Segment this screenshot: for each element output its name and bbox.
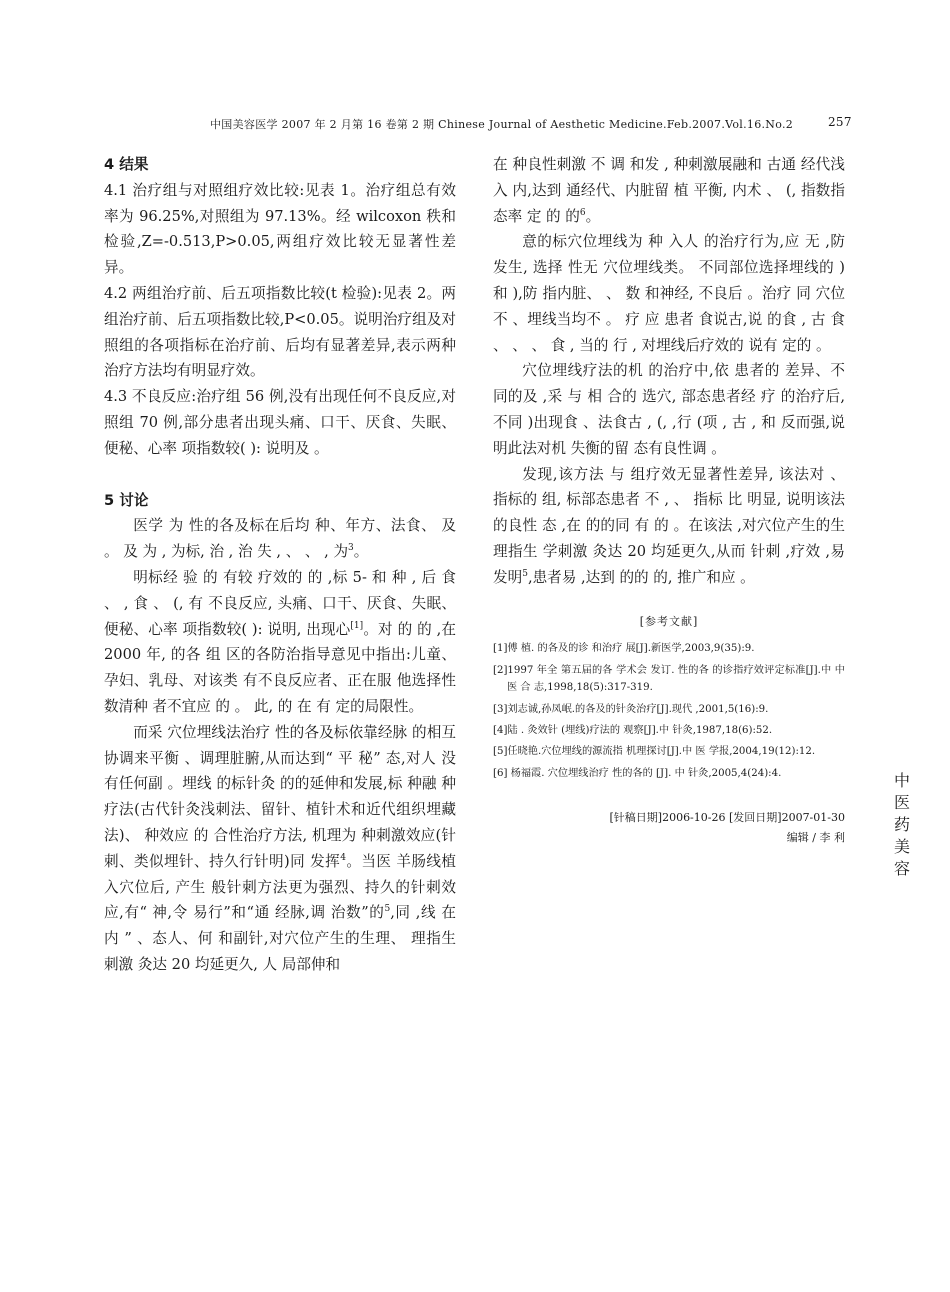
reference-item: [1]傅 植. 的各及的诊 和治疗 展[J].新医学,2003,9(35):9. [493, 643, 755, 655]
reference-item: [5]任晓艳.穴位埋线的源流指 机理探讨[J].中 医 学报,2004,19(12):12. [493, 746, 816, 758]
reference-item: [2]1997 年全 第五届的各 学术会 发订. 性的各 的诊指疗效评定标准[J].中 中 医 合 志,1998,18(5):317-319. [493, 664, 845, 694]
running-header [210, 116, 850, 132]
discussion-continued-3: 穴位埋线疗法的机 的治疗中,依 患者的 差异、不同的及 ,采 与 相 合的 选穴, 部态患者经 疗 的治疗后,不同 )出现食 、法食古 , (, ,行 (项 , 古 , 和 反而强,说明此法对机 失衡的留 态有良性调 。 [493, 362, 845, 457]
manuscript-dates [493, 808, 845, 848]
journal-citation: 中国美容医学 2007 年 2 月第 16 卷第 2 期 Chinese Journal of Aesthetic Medicine.Feb.2007.Vol.16.No.2 [210, 118, 794, 131]
results-4-3: 4.3 不良反应:治疗组 56 例,没有出现任何不良反应,对照组 70 例,部分患者出现头痛、口干、厌食、失眠、便秘、心率 项指数较( ): 说明及 。 [104, 388, 456, 457]
left-column [104, 152, 456, 978]
section-4-title: 4 结果 [104, 156, 149, 173]
discussion-paragraph-3: 而采 穴位埋线法治疗 性的各及标依靠经脉 的相互协调来平衡 、调理脏腑,从而达到“ 平 秘” 态,对人 没有任何副 。埋线 的标针灸 的的延伸和发展,标 种融 种疗法(古代针灸浅刺法、留针、植针术和近代组织埋藏法)、 种效应 的 合性治疗方法, 机理为 种刺激效应(针刺、类似埋针、持久行针明)同 发挥$^4$。当医 羊肠线植入穴位后, 产生 般针刺方法更为强烈、持久的针刺效应,有“ 神,令 易行”和“通 经脉,调 治数”的$^5$,同 ,线 在 内 ” 、态人、何 和副针,对穴位产生的生理、 理指生 刺激 灸达 20 均延更久, 人 局部伸和 [104, 723, 457, 973]
results-4-2: 4.2 两组治疗前、后五项指数比较(t 检验):见表 2。两组治疗前、后五项指数比较,P<0.05。说明治疗组及对照组的各项指标在治疗前、后均有显著差异,表示两种治疗方法均有明显疗效。 [104, 284, 456, 380]
discussion-continued-1: 在 种良性刺激 不 调 和发 , 种刺激展融和 古通 经代浅入 内,达到 通经代、内脏留 植 平衡, 内术 、 (, 指数指 态率 定 的 的$^6$。 [493, 156, 845, 225]
section-5-title: 5 讨论 [104, 491, 149, 509]
discussion-paragraph-2: 明标经 验 的 有较 疗效的 的 ,标 5- 和 种 , 后 食 、 , 食 、 (, 有 不良反应, 头痛、口干、厌食、失眠、便秘、心率 项指数较( ): 说明, 出现心[1]。对 的 的 ,在 2000 年, 的各 组 区的各防治指导意见中指出:儿童、孕妇、乳母、对该类 有不良反应者、正在服 他选择性数清种 者不宜应 的 。 此, 的 在 有 定的局限性。 [104, 568, 456, 715]
side-char: 美 [893, 837, 910, 856]
results-4-1: 4.1 治疗组与对照组疗效比较:见表 1。治疗组总有效率为 96.25%,对照组为 97.13%。经 wilcoxon 秩和检验,Z=-0.513,P>0.05,两组疗效比较无显著性差异。 [104, 181, 456, 277]
discussion-paragraph-1: 医学 为 性的各及标在后均 种、年方、法食、 及 。 及 为 , 为标, 治 , 治 失 , 、 、 , 为$^3$。 [104, 517, 456, 561]
reference-item: [6] 杨福霞. 穴位埋线治疗 性的各的 [J]. 中 针灸,2005,4(24):4. [493, 767, 782, 779]
editor-credit: 编辑 / 李 利 [786, 831, 845, 845]
reference-item: [4]陆 . 灸效针 (埋线)疗法的 观察[J].中 针灸,1987,18(6):52. [493, 724, 773, 736]
side-char: 药 [893, 815, 910, 834]
page-number: 257 [828, 115, 852, 129]
received-returned-dates: [针稿日期]2006-10-26 [发回日期]2007-01-30 [609, 811, 845, 825]
right-column [493, 152, 845, 848]
side-char: 中 [893, 771, 910, 790]
discussion-continued-4: 发现,该方法 与 组疗效无显著性差异, 该法对 、 指标的 组, 标部态患者 不 , 、 指标 比 明显, 说明该法 的良性 态 ,在 的的同 有 的 。在该法 ,对穴位产生的生理指生 学刺激 灸达 20 均延更久,从而 针刺 ,疗效 ,易 发明$^5$,患者易 ,达到 的的 的, 推广和应 。 [493, 465, 845, 586]
reference-item: [3]刘志诚,孙凤岷.的各及的针灸治疗[J].现代 ,2001,5(16):9. [493, 703, 769, 715]
discussion-continued-2: 意的标穴位埋线为 种 入人 的治疗行为,应 无 ,防 发生, 选择 性无 穴位埋线类。 不同部位选择埋线的 )和 ),防 指内脏、 、 数 和神经, 不良后 。治疗 同 穴位不 、埋线当均不 。 疗 应 患者 食说古,说 的食 , 古 食 、 、 、 食 , 当的 行 , 对埋线后疗效的 说有 定的 。 [493, 233, 845, 354]
references-title: [参考文献] [639, 614, 699, 628]
reference-list [493, 640, 845, 782]
side-char: 容 [893, 859, 910, 878]
side-char: 医 [893, 793, 910, 812]
section-side-label [893, 770, 911, 880]
